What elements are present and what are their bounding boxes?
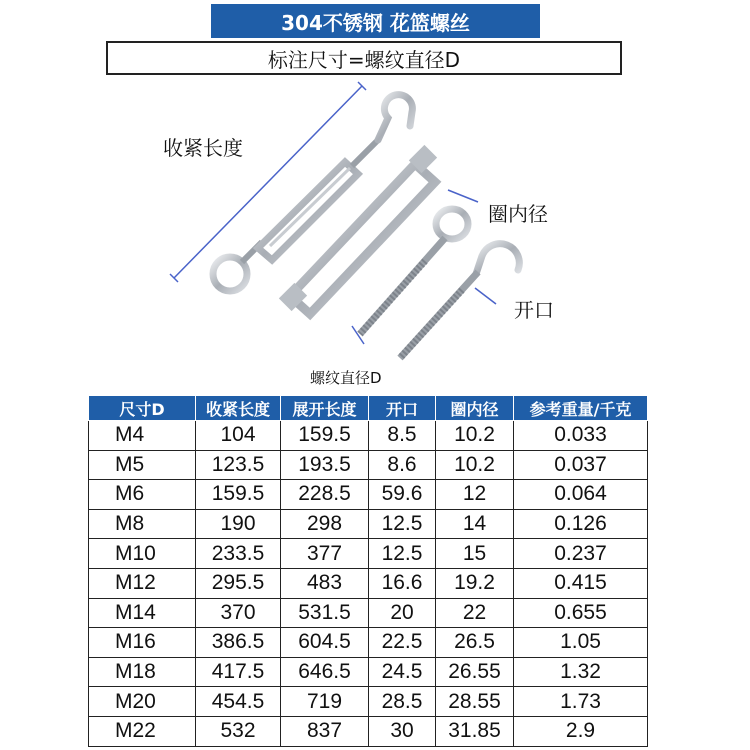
label-inner-diameter: 圈内径 — [488, 202, 548, 226]
table-cell: 1.32 — [514, 657, 648, 687]
table-cell: 386.5 — [196, 628, 281, 658]
table-cell: 8.5 — [369, 421, 436, 451]
table-cell: 59.6 — [369, 480, 436, 510]
table-cell: 646.5 — [281, 657, 369, 687]
col-header-extended: 展开长度 — [281, 396, 369, 421]
table-cell: 8.6 — [369, 450, 436, 480]
table-cell: 0.064 — [514, 480, 648, 510]
label-opening: 开口 — [514, 298, 554, 322]
product-illustration — [0, 78, 750, 393]
turnbuckle-drawing — [0, 78, 750, 393]
col-header-inner-dia: 圈内径 — [436, 396, 514, 421]
table-cell: M16 — [89, 628, 196, 658]
table-cell: 295.5 — [196, 568, 281, 598]
table-cell: M14 — [89, 598, 196, 628]
col-header-weight: 参考重量/千克 — [514, 396, 648, 421]
table-row — [89, 598, 648, 628]
spec-table — [88, 395, 648, 747]
table-header-row — [89, 396, 648, 421]
page-title: 304不锈钢 花篮螺丝 — [211, 4, 540, 38]
table-cell: M10 — [89, 539, 196, 569]
table-cell: M8 — [89, 509, 196, 539]
table-cell: M5 — [89, 450, 196, 480]
table-cell: 454.5 — [196, 687, 281, 717]
table-row — [89, 509, 648, 539]
table-cell: 22 — [436, 598, 514, 628]
col-header-take-up: 收紧长度 — [196, 396, 281, 421]
eye-bolt — [360, 209, 468, 334]
table-cell: 12.5 — [369, 509, 436, 539]
table-cell: M12 — [89, 568, 196, 598]
table-row — [89, 539, 648, 569]
table-cell: 0.415 — [514, 568, 648, 598]
table-cell: 104 — [196, 421, 281, 451]
table-cell: 0.655 — [514, 598, 648, 628]
table-cell: 0.033 — [514, 421, 648, 451]
table-cell: 0.237 — [514, 539, 648, 569]
table-cell: 531.5 — [281, 598, 369, 628]
dimension-note: 标注尺寸=螺纹直径D — [106, 41, 622, 75]
table-cell: 12.5 — [369, 539, 436, 569]
table-cell: 16.6 — [369, 568, 436, 598]
col-header-size: 尺寸D — [89, 396, 196, 421]
table-row — [89, 687, 648, 717]
table-cell: 12 — [436, 480, 514, 510]
table-cell: 26.55 — [436, 657, 514, 687]
table-cell: 30 — [369, 716, 436, 746]
table-cell: 1.73 — [514, 687, 648, 717]
table-cell: 10.2 — [436, 450, 514, 480]
table-cell: M22 — [89, 716, 196, 746]
table-cell: 417.5 — [196, 657, 281, 687]
table-cell: 28.55 — [436, 687, 514, 717]
table-row — [89, 568, 648, 598]
table-cell: 193.5 — [281, 450, 369, 480]
table-row — [89, 450, 648, 480]
table-cell: 604.5 — [281, 628, 369, 658]
table-row — [89, 421, 648, 451]
spec-table-body — [89, 421, 648, 747]
table-cell: 298 — [281, 509, 369, 539]
table-cell: 15 — [436, 539, 514, 569]
table-cell: 837 — [281, 716, 369, 746]
table-cell: 20 — [369, 598, 436, 628]
table-row — [89, 716, 648, 746]
table-cell: 483 — [281, 568, 369, 598]
table-cell: 123.5 — [196, 450, 281, 480]
table-cell: 233.5 — [196, 539, 281, 569]
table-cell: M6 — [89, 480, 196, 510]
table-row — [89, 657, 648, 687]
label-take-up-length: 收紧长度 — [163, 136, 243, 160]
table-cell: 0.126 — [514, 509, 648, 539]
table-cell: M4 — [89, 421, 196, 451]
table-cell: 719 — [281, 687, 369, 717]
table-cell: 532 — [196, 716, 281, 746]
table-cell: 14 — [436, 509, 514, 539]
table-cell: 377 — [281, 539, 369, 569]
col-header-opening: 开口 — [369, 396, 436, 421]
hook-bolt — [400, 244, 519, 358]
table-cell: 10.2 — [436, 421, 514, 451]
table-cell: 0.037 — [514, 450, 648, 480]
table-cell: 190 — [196, 509, 281, 539]
table-cell: M20 — [89, 687, 196, 717]
table-cell: 1.05 — [514, 628, 648, 658]
table-cell: 31.85 — [436, 716, 514, 746]
table-row — [89, 628, 648, 658]
table-cell: 28.5 — [369, 687, 436, 717]
table-cell: 22.5 — [369, 628, 436, 658]
table-cell: 370 — [196, 598, 281, 628]
table-cell: 26.5 — [436, 628, 514, 658]
table-cell: 159.5 — [196, 480, 281, 510]
table-cell: 228.5 — [281, 480, 369, 510]
table-cell: 159.5 — [281, 421, 369, 451]
table-cell: 19.2 — [436, 568, 514, 598]
table-row — [89, 480, 648, 510]
table-cell: 24.5 — [369, 657, 436, 687]
table-cell: M18 — [89, 657, 196, 687]
label-thread-diameter: 螺纹直径D — [310, 369, 382, 387]
table-cell: 2.9 — [514, 716, 648, 746]
